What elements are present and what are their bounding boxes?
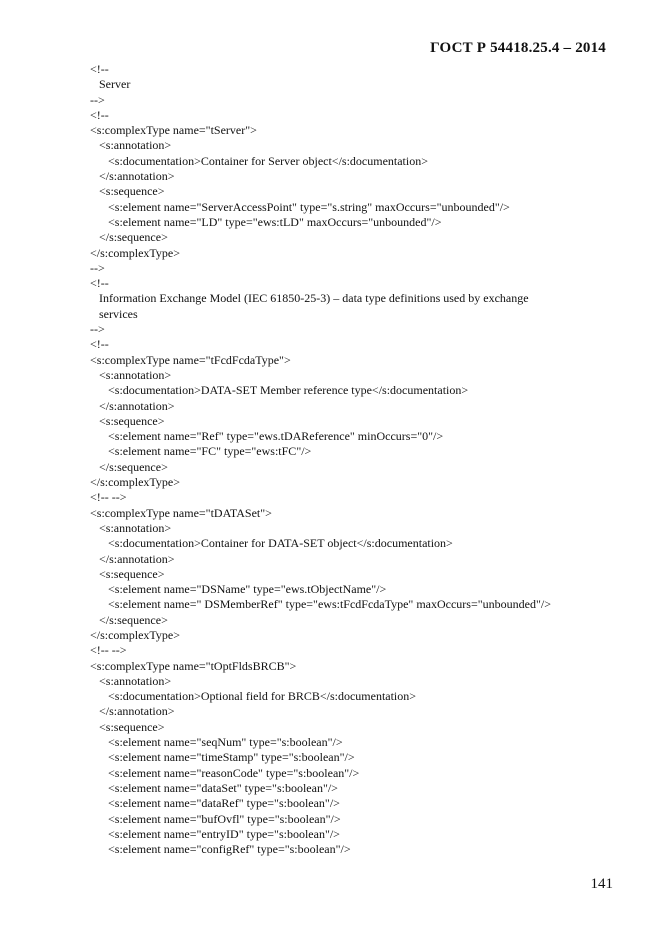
code-line: <s:sequence> — [90, 719, 165, 734]
code-line: <s:element name="LD" type="ews:tLD" maxOccurs="unbounded"/> — [90, 214, 442, 229]
code-line: <s:element name="entryID" type="s:boolean"/> — [90, 826, 340, 841]
code-line: </s:annotation> — [90, 398, 175, 413]
code-line: <!-- --> — [90, 490, 127, 505]
code-line: </s:annotation> — [90, 169, 175, 184]
code-line: --> — [90, 92, 105, 107]
code-line: <!-- — [90, 107, 109, 122]
code-line: <s:complexType name="tServer"> — [90, 123, 257, 138]
code-line: <s:annotation> — [90, 673, 172, 688]
code-line: <s:sequence> — [90, 566, 165, 581]
code-line: </s:sequence> — [90, 612, 168, 627]
code-line: <!-- --> — [90, 643, 127, 658]
code-line: </s:sequence> — [90, 459, 168, 474]
code-line: <s:complexType name="tFcdFcdaType"> — [90, 352, 291, 367]
code-line: <s:sequence> — [90, 413, 165, 428]
code-line: Server — [90, 77, 131, 92]
code-line: <s:documentation>Container for Server object</s:documentation> — [90, 153, 428, 168]
code-line: <s:element name="configRef" type="s:boolean"/> — [90, 842, 351, 857]
code-line: <s:element name="bufOvfl" type="s:boolean"/> — [90, 811, 341, 826]
code-line: <s:complexType name="tDATASet"> — [90, 505, 272, 520]
code-line: <s:element name="FC" type="ews:tFC"/> — [90, 444, 312, 459]
code-line: </s:annotation> — [90, 704, 175, 719]
code-line: <s:element name="DSName" type="ews.tObjectName"/> — [90, 582, 387, 597]
code-line: <!-- — [90, 62, 109, 76]
code-line: <s:annotation> — [90, 138, 172, 153]
code-line: <!-- — [90, 337, 109, 352]
code-line: <s:element name="reasonCode" type="s:boolean"/> — [90, 765, 360, 780]
xml-code-listing — [90, 62, 620, 857]
document-header: ГОСТ Р 54418.25.4 – 2014 — [430, 40, 606, 56]
code-line: <s:element name="ServerAccessPoint" type="s.string" maxOccurs="unbounded"/> — [90, 199, 510, 214]
code-line: <s:documentation>DATA-SET Member reference type</s:documentation> — [90, 383, 469, 398]
code-line: <s:complexType name="tOptFldsBRCB"> — [90, 658, 297, 673]
code-line: services — [90, 306, 138, 321]
code-line: <s:element name="dataRef" type="s:boolean"/> — [90, 796, 340, 811]
code-line: <s:sequence> — [90, 184, 165, 199]
code-line: --> — [90, 260, 105, 275]
code-line: <!-- — [90, 276, 109, 291]
code-line: </s:complexType> — [90, 245, 181, 260]
code-line: </s:complexType> — [90, 627, 181, 642]
code-line: <s:annotation> — [90, 520, 172, 535]
code-line: <s:element name=" DSMemberRef" type="ews:tFcdFcdaType" maxOccurs="unbounded"/> — [90, 597, 551, 612]
code-line: </s:complexType> — [90, 475, 181, 490]
code-line: <s:documentation>Optional field for BRCB</s:documentation> — [90, 689, 417, 704]
code-line: <s:annotation> — [90, 367, 172, 382]
code-line: <s:element name="seqNum" type="s:boolean"/> — [90, 735, 343, 750]
code-line: <s:element name="Ref" type="ews.tDAReference" minOccurs="0"/> — [90, 429, 444, 444]
code-line: <s:documentation>Container for DATA-SET object</s:documentation> — [90, 536, 453, 551]
page-number: 141 — [590, 876, 613, 892]
code-line: <s:element name="timeStamp" type="s:boolean"/> — [90, 750, 355, 765]
code-line: Information Exchange Model (IEC 61850-25-3) – data type definitions used by exchange — [90, 291, 529, 306]
code-line: <s:element name="dataSet" type="s:boolean"/> — [90, 780, 338, 795]
code-line: --> — [90, 322, 105, 337]
code-line: </s:annotation> — [90, 551, 175, 566]
code-line: </s:sequence> — [90, 230, 168, 245]
